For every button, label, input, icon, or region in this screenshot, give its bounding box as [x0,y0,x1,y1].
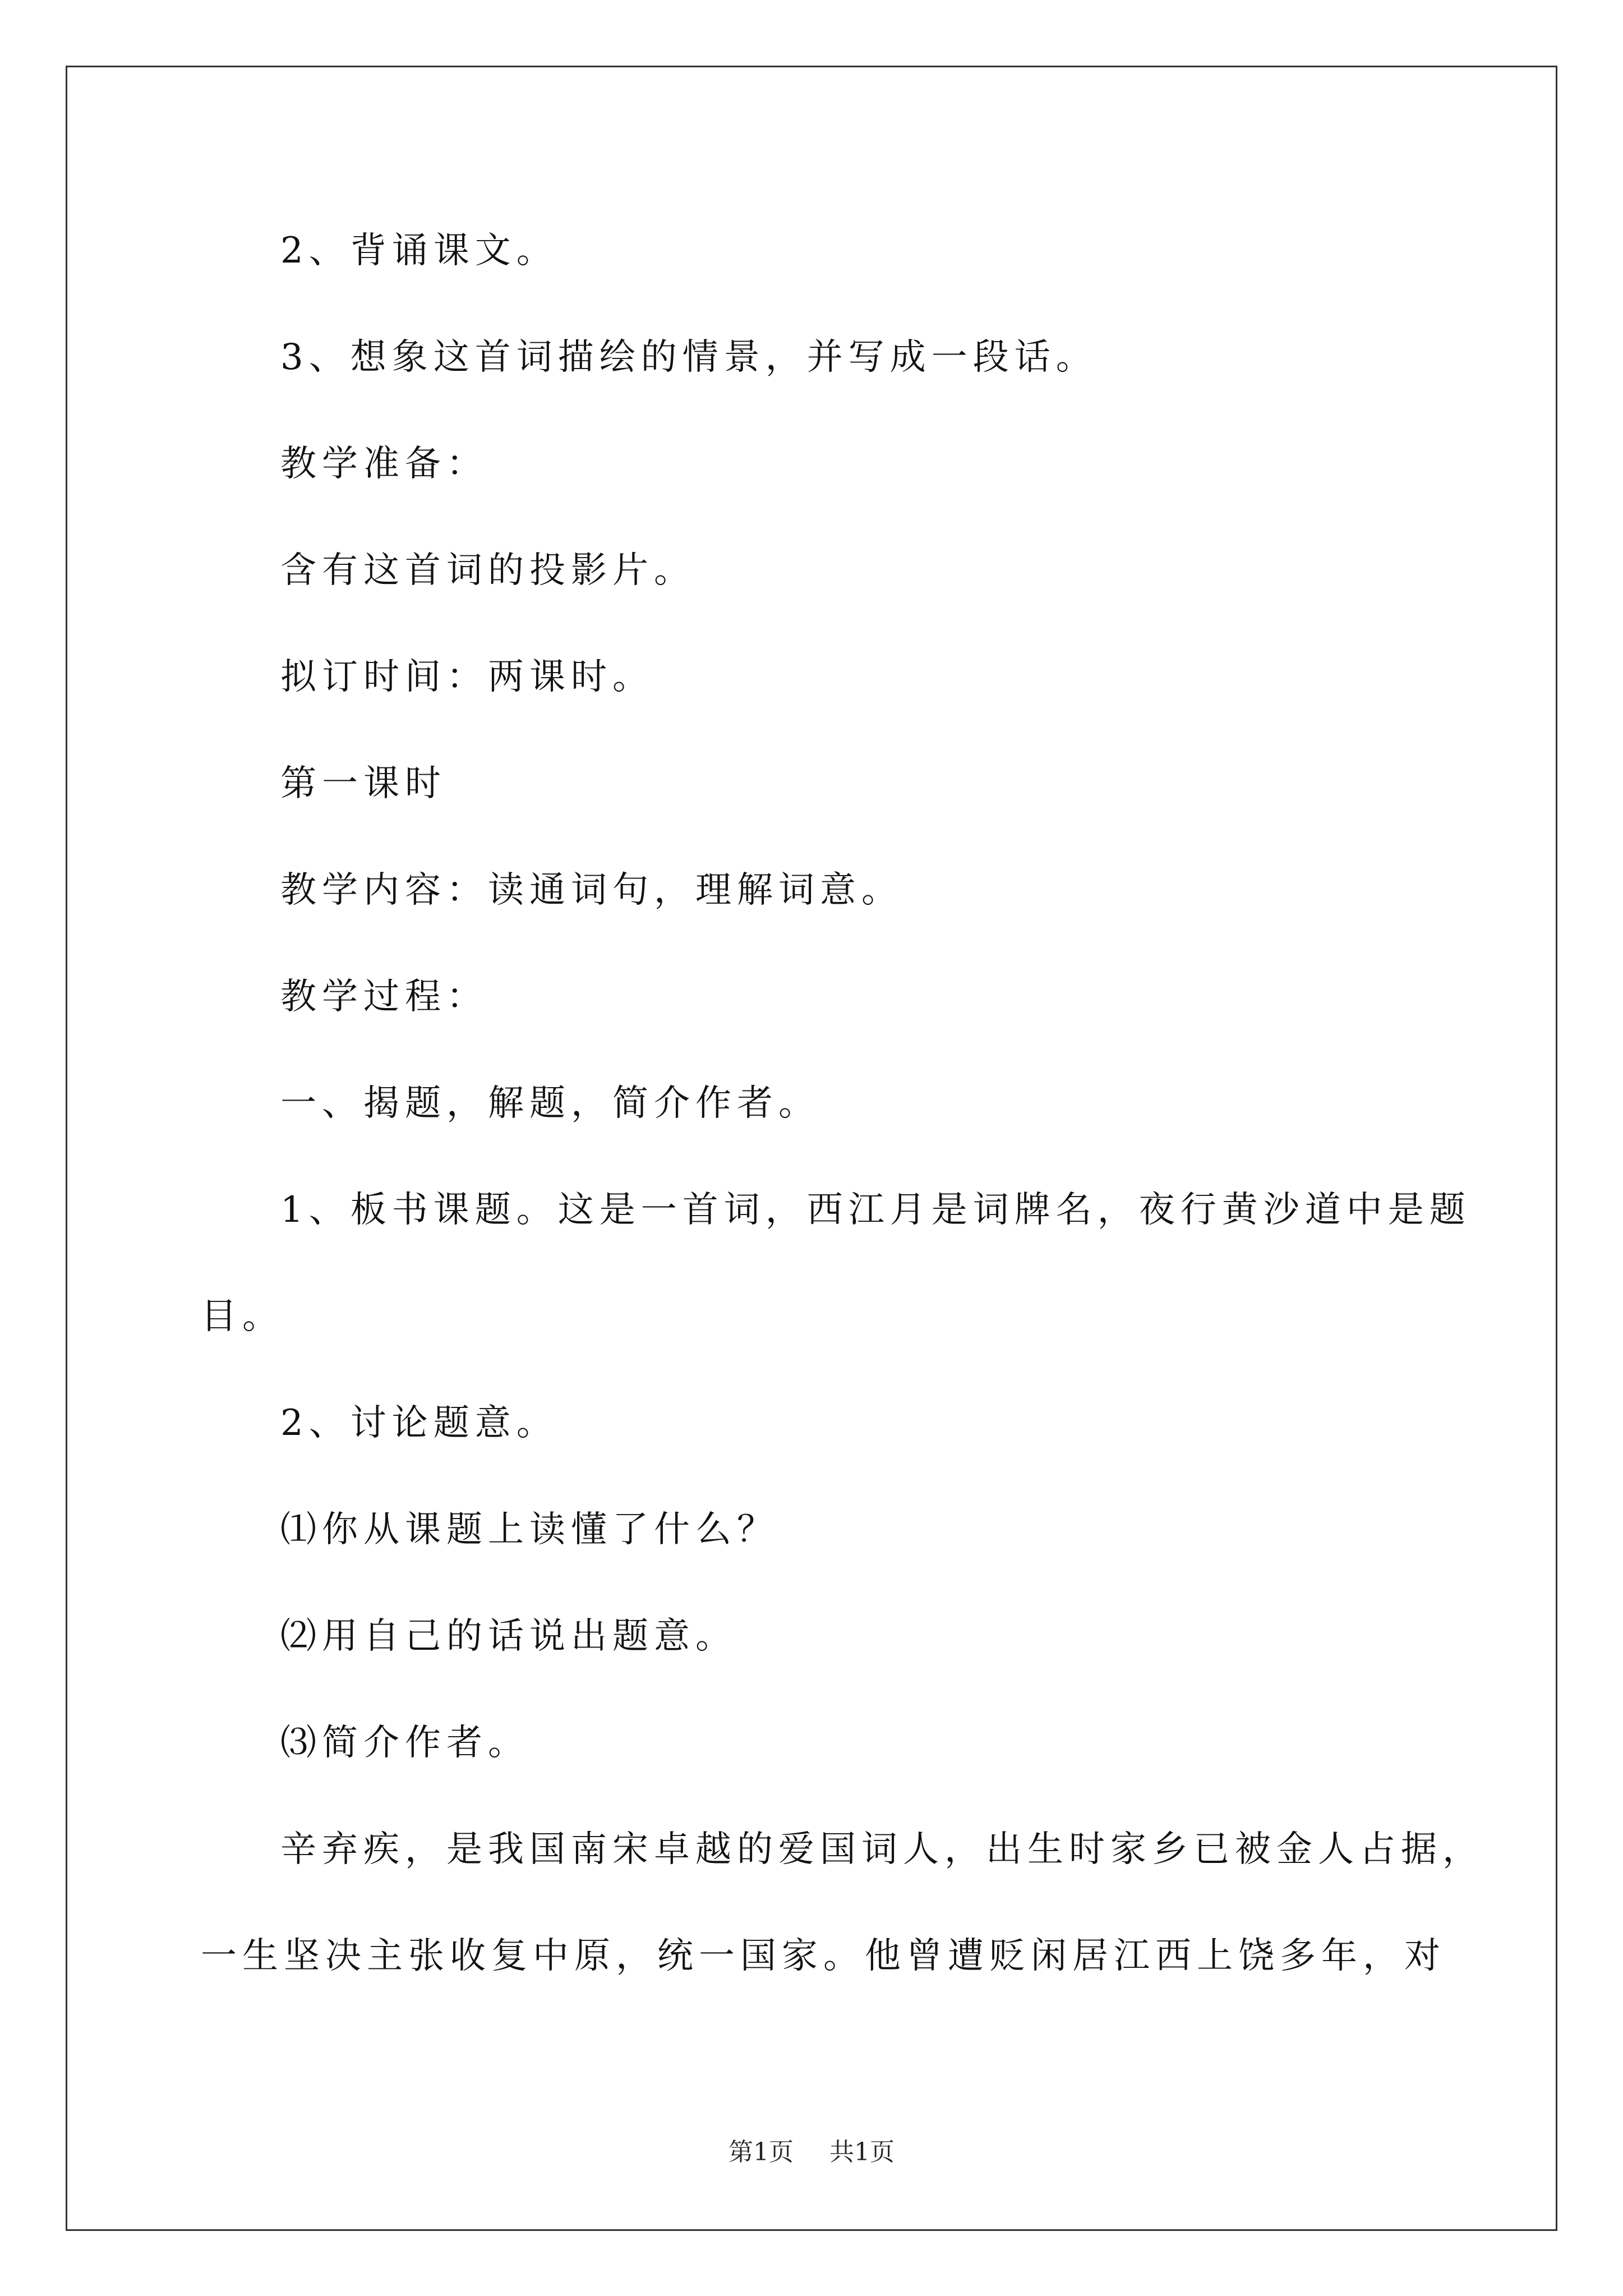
text-line-16: 辛弃疾，是我国南宋卓越的爱国词人，出生时家乡已被金人占据， [280,1829,1484,1870]
text-line-7: 教学内容：读通词句，理解词意。 [280,869,903,911]
text-line-11: 目。 [201,1296,284,1337]
text-line-6: 第一课时 [280,763,446,804]
text-line-1: 2、背诵课文。 [280,230,558,272]
text-line-5: 拟订时间：两课时。 [280,656,654,698]
page-footer [0,2132,1623,2168]
text-line-4: 含有这首词的投影片。 [280,550,695,591]
text-line-9: 一、揭题，解题，简介作者。 [280,1083,820,1124]
current-page-label: 第1页 [728,2138,794,2166]
text-line-2: 3、想象这首词描绘的情景，并写成一段话。 [280,337,1098,378]
text-line-3: 教学准备： [280,443,488,485]
text-line-17: 一生坚决主张收复中原，统一国家。他曾遭贬闲居江西上饶多年，对 [201,1935,1446,1977]
page-border [66,66,1557,2231]
text-line-10: 1、板书课题。这是一首词，西江月是词牌名，夜行黄沙道中是题 [280,1189,1471,1231]
total-pages-label: 共1页 [829,2138,895,2166]
text-line-12: 2、讨论题意。 [280,1402,558,1444]
text-line-14: ⑵用自己的话说出题意。 [280,1616,737,1657]
text-line-13: ⑴你从课题上读懂了什么？ [280,1509,778,1550]
text-line-15: ⑶简介作者。 [280,1722,529,1764]
text-line-8: 教学过程： [280,976,488,1018]
